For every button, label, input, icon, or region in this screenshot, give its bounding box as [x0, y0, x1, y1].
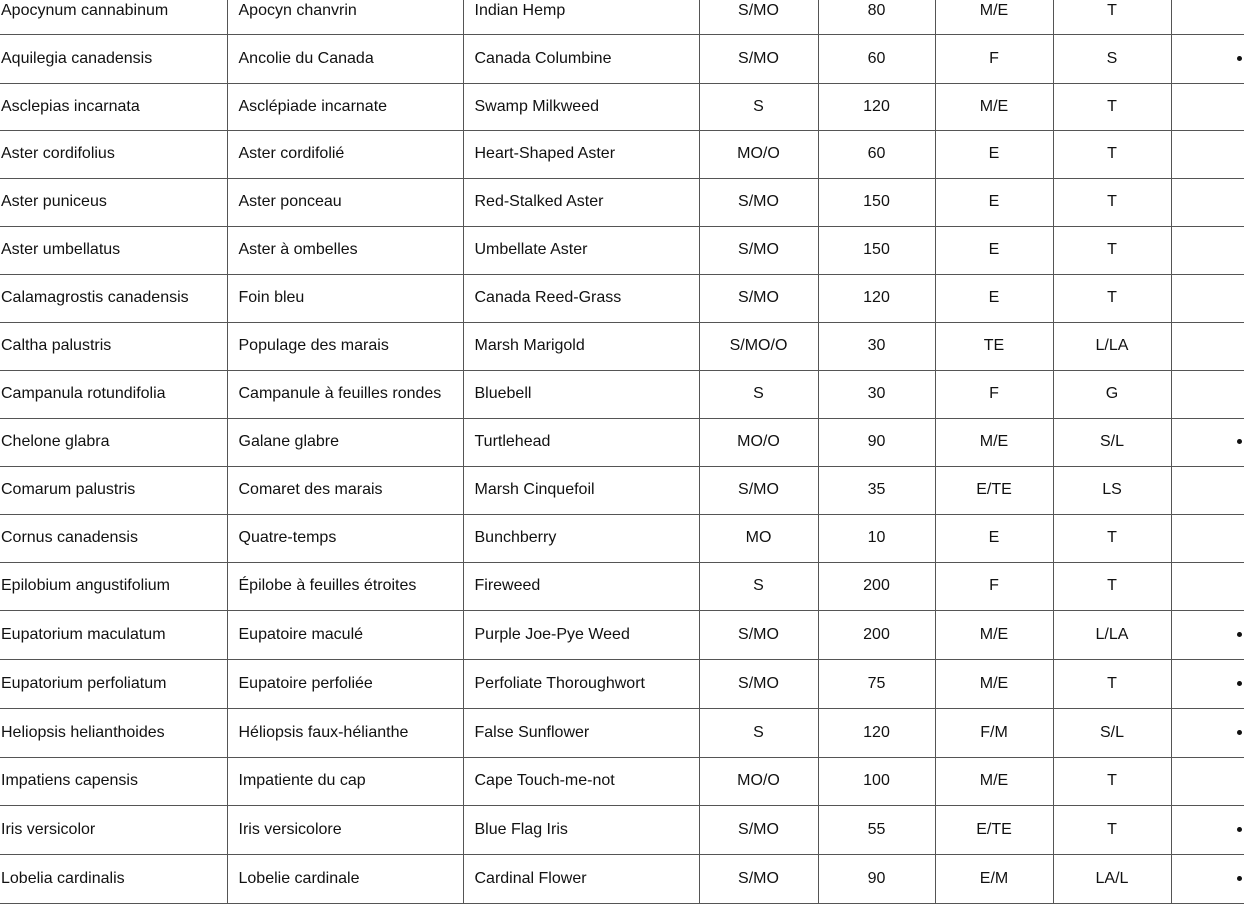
marker-cell: [1171, 659, 1244, 708]
latin-name-cell: Asclepias incarnata: [0, 83, 227, 130]
height-cell: 120: [818, 708, 935, 757]
english-name-cell: False Sunflower: [463, 708, 699, 757]
height-cell: 30: [818, 370, 935, 418]
latin-name-cell: Eupatorium maculatum: [0, 610, 227, 659]
french-name-cell: Héliopsis faux-hélianthe: [227, 708, 463, 757]
english-name-cell: Turtlehead: [463, 418, 699, 466]
bullet-marker-icon: [1237, 439, 1242, 444]
french-name-cell: Iris versicolore: [227, 805, 463, 854]
latin-name-cell: Caltha palustris: [0, 322, 227, 370]
habitat-cell: T: [1053, 130, 1171, 178]
habitat-cell: T: [1053, 83, 1171, 130]
height-cell: 35: [818, 466, 935, 514]
soil-cell: S/MO: [699, 659, 818, 708]
soil-cell: S: [699, 83, 818, 130]
habitat-cell: S/L: [1053, 418, 1171, 466]
height-cell: 80: [818, 0, 935, 34]
habitat-cell: LS: [1053, 466, 1171, 514]
marker-cell: [1171, 466, 1244, 514]
bloom-cell: E: [935, 226, 1053, 274]
marker-cell: [1171, 226, 1244, 274]
bloom-cell: F/M: [935, 708, 1053, 757]
habitat-cell: T: [1053, 274, 1171, 322]
bloom-cell: E: [935, 274, 1053, 322]
height-cell: 75: [818, 659, 935, 708]
latin-name-cell: Campanula rotundifolia: [0, 370, 227, 418]
marker-cell: [1171, 708, 1244, 757]
latin-name-cell: Aster cordifolius: [0, 130, 227, 178]
habitat-cell: S: [1053, 34, 1171, 83]
english-name-cell: Cardinal Flower: [463, 854, 699, 903]
bloom-cell: E: [935, 130, 1053, 178]
english-name-cell: Marsh Cinquefoil: [463, 466, 699, 514]
table-row: [0, 610, 1244, 659]
bloom-cell: E/TE: [935, 466, 1053, 514]
english-name-cell: Indian Hemp: [463, 0, 699, 34]
marker-cell: [1171, 757, 1244, 805]
french-name-cell: Foin bleu: [227, 274, 463, 322]
english-name-cell: Purple Joe-Pye Weed: [463, 610, 699, 659]
marker-cell: [1171, 418, 1244, 466]
english-name-cell: Marsh Marigold: [463, 322, 699, 370]
soil-cell: S/MO: [699, 610, 818, 659]
french-name-cell: Impatiente du cap: [227, 757, 463, 805]
latin-name-cell: Cornus canadensis: [0, 514, 227, 562]
french-name-cell: Aster ponceau: [227, 178, 463, 226]
habitat-cell: T: [1053, 562, 1171, 610]
bullet-marker-icon: [1237, 681, 1242, 686]
height-cell: 60: [818, 130, 935, 178]
english-name-cell: Umbellate Aster: [463, 226, 699, 274]
height-cell: 60: [818, 34, 935, 83]
table-row: [0, 418, 1244, 466]
marker-cell: [1171, 854, 1244, 903]
french-name-cell: Galane glabre: [227, 418, 463, 466]
latin-name-cell: Heliopsis helianthoides: [0, 708, 227, 757]
soil-cell: S/MO: [699, 805, 818, 854]
latin-name-cell: Eupatorium perfoliatum: [0, 659, 227, 708]
table-row: [0, 322, 1244, 370]
bloom-cell: F: [935, 34, 1053, 83]
marker-cell: [1171, 322, 1244, 370]
habitat-cell: T: [1053, 178, 1171, 226]
habitat-cell: L/LA: [1053, 610, 1171, 659]
english-name-cell: Cape Touch-me-not: [463, 757, 699, 805]
soil-cell: S/MO: [699, 34, 818, 83]
latin-name-cell: Aster umbellatus: [0, 226, 227, 274]
height-cell: 120: [818, 274, 935, 322]
habitat-cell: L/LA: [1053, 322, 1171, 370]
habitat-cell: T: [1053, 757, 1171, 805]
habitat-cell: G: [1053, 370, 1171, 418]
english-name-cell: Red-Stalked Aster: [463, 178, 699, 226]
table-row: [0, 708, 1244, 757]
height-cell: 30: [818, 322, 935, 370]
latin-name-cell: Epilobium angustifolium: [0, 562, 227, 610]
soil-cell: S: [699, 708, 818, 757]
table-row: [0, 34, 1244, 83]
soil-cell: S/MO/O: [699, 322, 818, 370]
habitat-cell: T: [1053, 0, 1171, 34]
height-cell: 55: [818, 805, 935, 854]
table-row: [0, 757, 1244, 805]
habitat-cell: T: [1053, 226, 1171, 274]
bullet-marker-icon: [1237, 827, 1242, 832]
english-name-cell: Bluebell: [463, 370, 699, 418]
marker-cell: [1171, 130, 1244, 178]
height-cell: 150: [818, 226, 935, 274]
bloom-cell: F: [935, 562, 1053, 610]
bloom-cell: F: [935, 370, 1053, 418]
soil-cell: S: [699, 562, 818, 610]
habitat-cell: T: [1053, 514, 1171, 562]
habitat-cell: T: [1053, 805, 1171, 854]
french-name-cell: Aster cordifolié: [227, 130, 463, 178]
marker-cell: [1171, 0, 1244, 34]
soil-cell: S/MO: [699, 178, 818, 226]
latin-name-cell: Comarum palustris: [0, 466, 227, 514]
bloom-cell: M/E: [935, 757, 1053, 805]
latin-name-cell: Lobelia cardinalis: [0, 854, 227, 903]
height-cell: 150: [818, 178, 935, 226]
habitat-cell: S/L: [1053, 708, 1171, 757]
table-row: [0, 854, 1244, 903]
habitat-cell: LA/L: [1053, 854, 1171, 903]
french-name-cell: Populage des marais: [227, 322, 463, 370]
bullet-marker-icon: [1237, 632, 1242, 637]
latin-name-cell: Impatiens capensis: [0, 757, 227, 805]
marker-cell: [1171, 610, 1244, 659]
height-cell: 200: [818, 610, 935, 659]
english-name-cell: Canada Reed-Grass: [463, 274, 699, 322]
french-name-cell: Asclépiade incarnate: [227, 83, 463, 130]
english-name-cell: Heart-Shaped Aster: [463, 130, 699, 178]
bloom-cell: M/E: [935, 83, 1053, 130]
table-row: [0, 226, 1244, 274]
french-name-cell: Eupatoire maculé: [227, 610, 463, 659]
habitat-cell: T: [1053, 659, 1171, 708]
bloom-cell: E/M: [935, 854, 1053, 903]
french-name-cell: Ancolie du Canada: [227, 34, 463, 83]
latin-name-cell: Apocynum cannabinum: [0, 0, 227, 34]
french-name-cell: Campanule à feuilles rondes: [227, 370, 463, 418]
table-row: [0, 659, 1244, 708]
bloom-cell: E: [935, 178, 1053, 226]
soil-cell: S/MO: [699, 274, 818, 322]
soil-cell: S/MO: [699, 0, 818, 34]
latin-name-cell: Aster puniceus: [0, 178, 227, 226]
french-name-cell: Quatre-temps: [227, 514, 463, 562]
latin-name-cell: Aquilegia canadensis: [0, 34, 227, 83]
soil-cell: S/MO: [699, 226, 818, 274]
bullet-marker-icon: [1237, 876, 1242, 881]
bloom-cell: M/E: [935, 418, 1053, 466]
height-cell: 90: [818, 854, 935, 903]
french-name-cell: Eupatoire perfoliée: [227, 659, 463, 708]
soil-cell: S/MO: [699, 466, 818, 514]
marker-cell: [1171, 83, 1244, 130]
height-cell: 90: [818, 418, 935, 466]
table-row: [0, 370, 1244, 418]
latin-name-cell: Chelone glabra: [0, 418, 227, 466]
bloom-cell: M/E: [935, 659, 1053, 708]
table-row: [0, 274, 1244, 322]
marker-cell: [1171, 562, 1244, 610]
french-name-cell: Aster à ombelles: [227, 226, 463, 274]
soil-cell: MO/O: [699, 757, 818, 805]
table-row: [0, 130, 1244, 178]
latin-name-cell: Calamagrostis canadensis: [0, 274, 227, 322]
english-name-cell: Bunchberry: [463, 514, 699, 562]
latin-name-cell: Iris versicolor: [0, 805, 227, 854]
french-name-cell: Comaret des marais: [227, 466, 463, 514]
marker-cell: [1171, 370, 1244, 418]
soil-cell: MO/O: [699, 130, 818, 178]
table-row: [0, 562, 1244, 610]
french-name-cell: Épilobe à feuilles étroites: [227, 562, 463, 610]
bloom-cell: TE: [935, 322, 1053, 370]
marker-cell: [1171, 514, 1244, 562]
bullet-marker-icon: [1237, 56, 1242, 61]
table-row: [0, 178, 1244, 226]
bloom-cell: E: [935, 514, 1053, 562]
english-name-cell: Perfoliate Thoroughwort: [463, 659, 699, 708]
table-row: [0, 466, 1244, 514]
soil-cell: S/MO: [699, 854, 818, 903]
marker-cell: [1171, 274, 1244, 322]
bullet-marker-icon: [1237, 730, 1242, 735]
english-name-cell: Fireweed: [463, 562, 699, 610]
french-name-cell: Apocyn chanvrin: [227, 0, 463, 34]
english-name-cell: Blue Flag Iris: [463, 805, 699, 854]
english-name-cell: Swamp Milkweed: [463, 83, 699, 130]
height-cell: 120: [818, 83, 935, 130]
soil-cell: S: [699, 370, 818, 418]
bloom-cell: E/TE: [935, 805, 1053, 854]
table-row: [0, 514, 1244, 562]
marker-cell: [1171, 805, 1244, 854]
english-name-cell: Canada Columbine: [463, 34, 699, 83]
french-name-cell: Lobelie cardinale: [227, 854, 463, 903]
table-row: [0, 83, 1244, 130]
height-cell: 200: [818, 562, 935, 610]
height-cell: 100: [818, 757, 935, 805]
soil-cell: MO: [699, 514, 818, 562]
table-row: [0, 805, 1244, 854]
bloom-cell: M/E: [935, 0, 1053, 34]
height-cell: 10: [818, 514, 935, 562]
bloom-cell: M/E: [935, 610, 1053, 659]
soil-cell: MO/O: [699, 418, 818, 466]
table-row: [0, 0, 1244, 34]
marker-cell: [1171, 34, 1244, 83]
marker-cell: [1171, 178, 1244, 226]
